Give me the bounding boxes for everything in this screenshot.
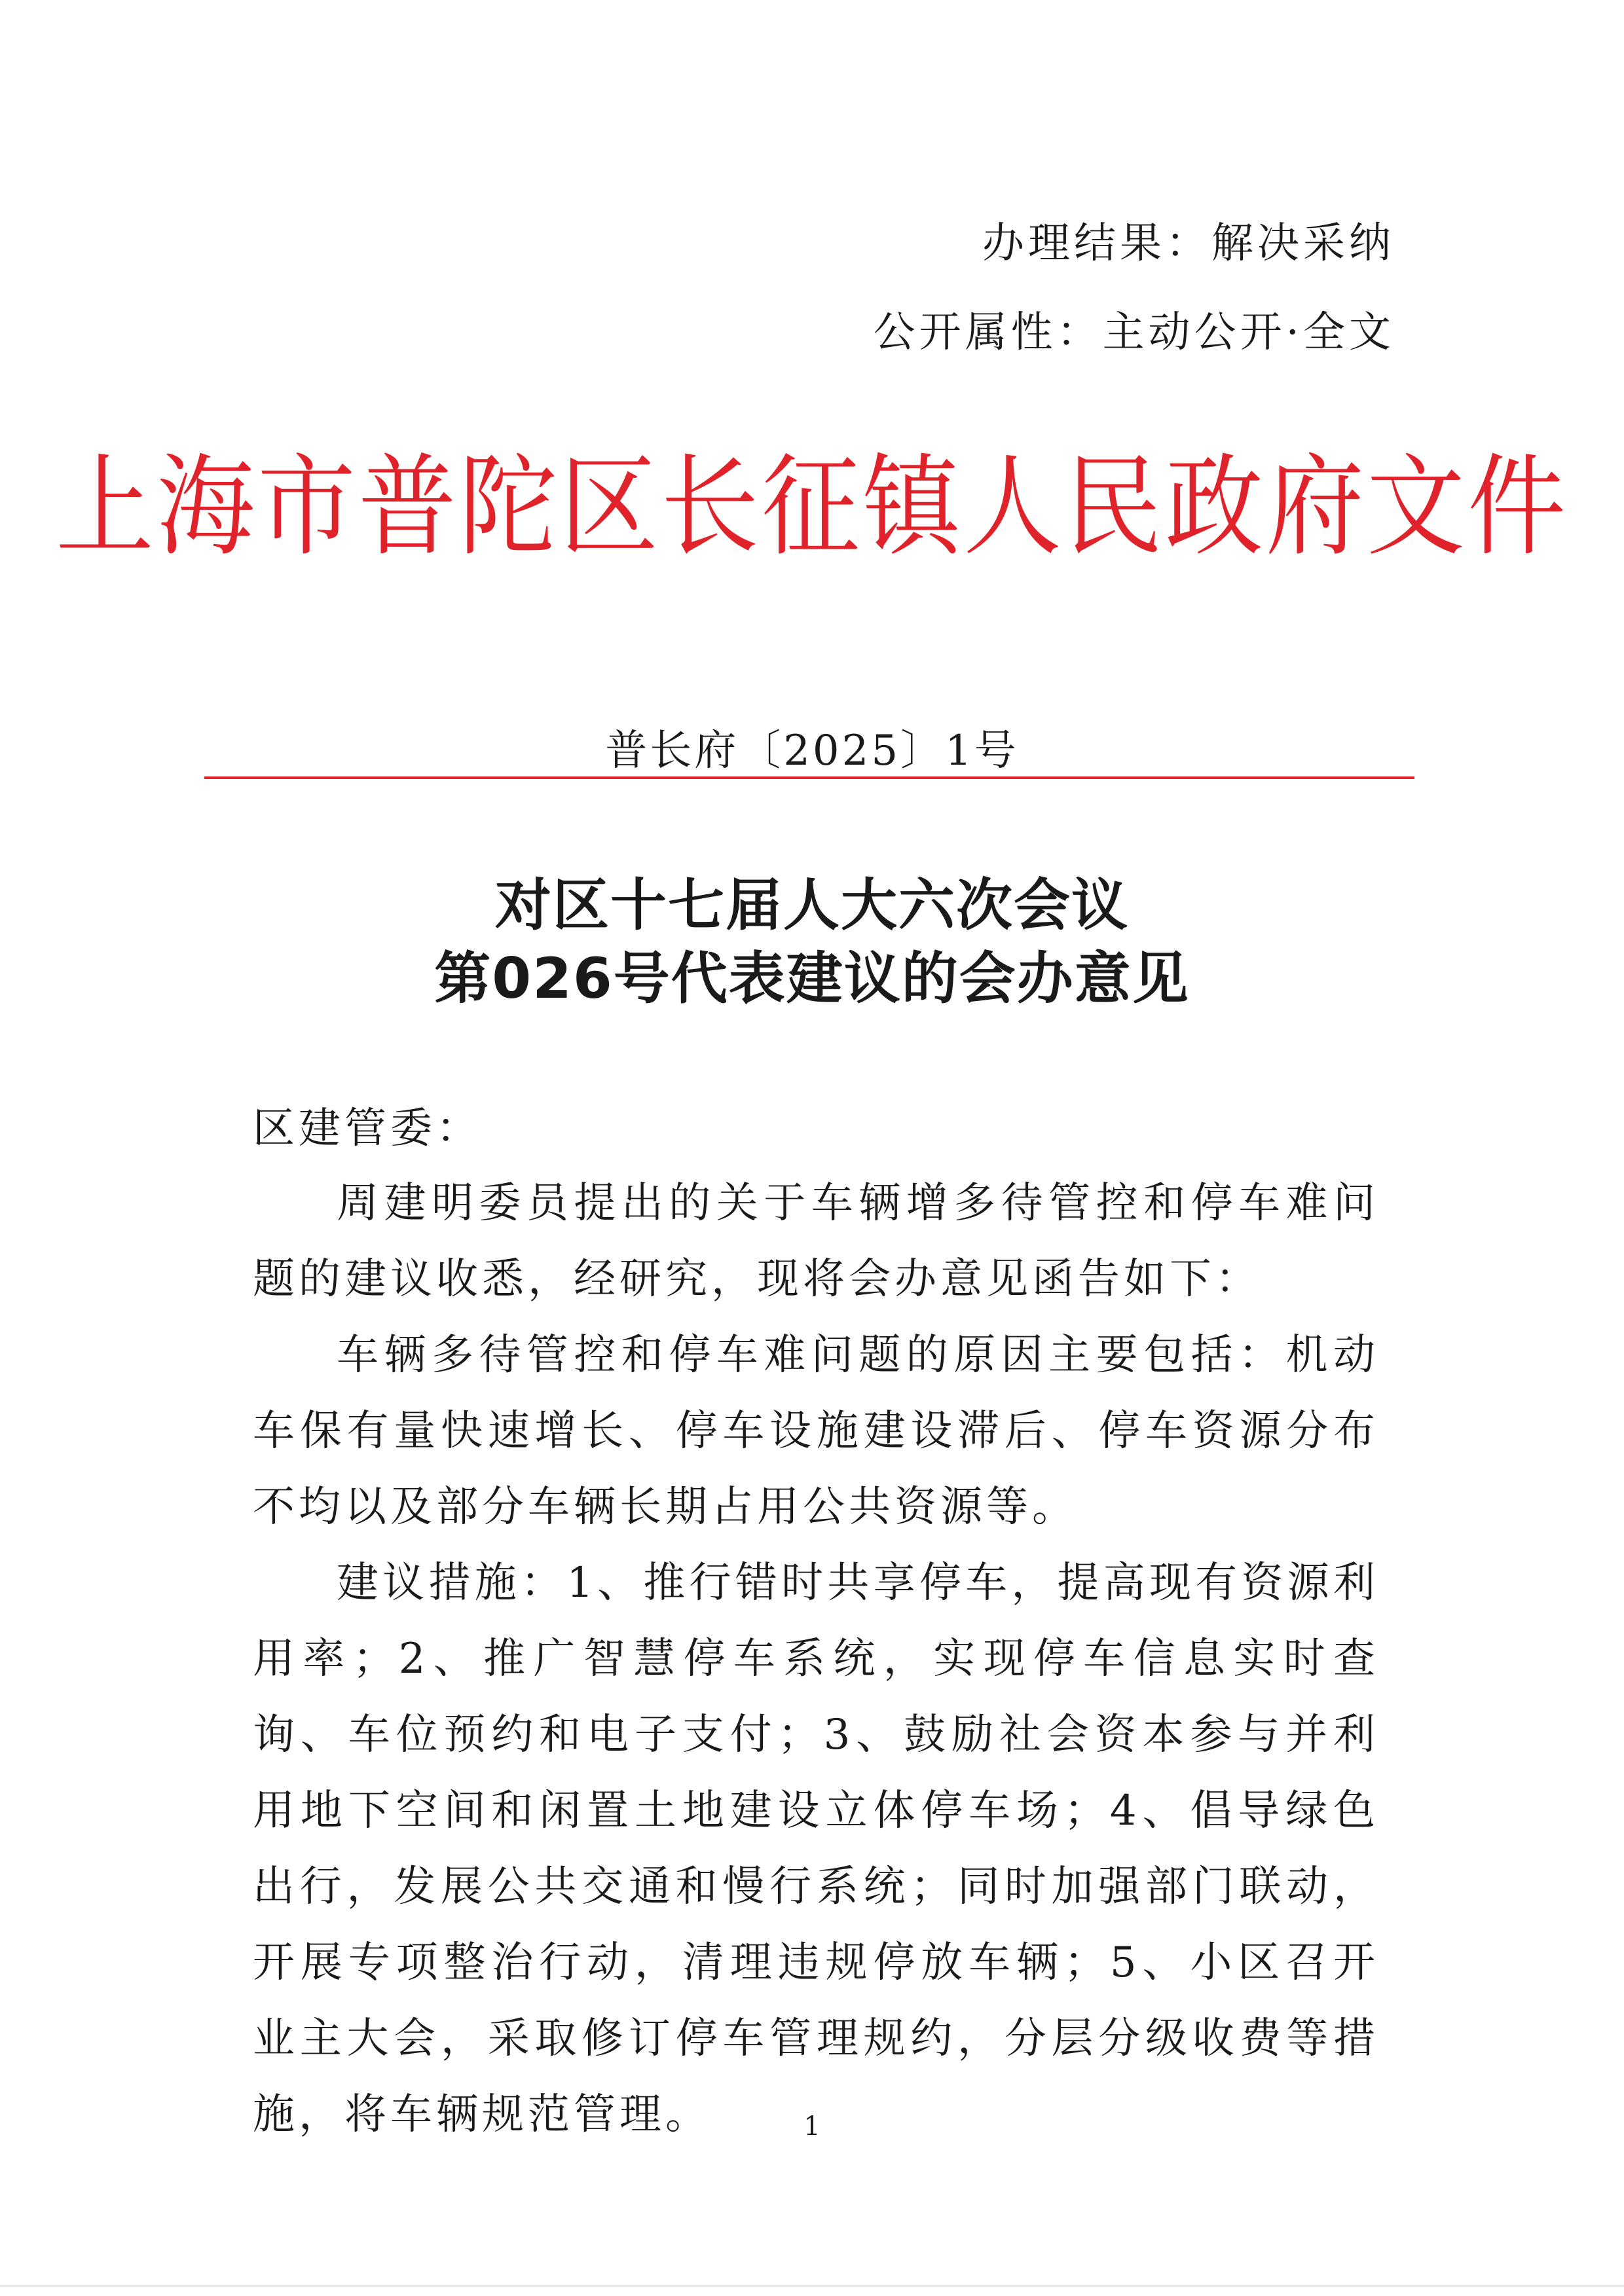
issuer-red-header: 上海市普陀区长征镇人民政府文件 <box>55 443 1568 572</box>
body-paragraph: 建议措施：1、推行错时共享停车，提高现有资源利用率；2、推广智慧停车系统，实现停车信息实时查询、车位预约和电子支付；3、鼓励社会资本参与并利用地下空间和闲置土地建设立体停车场；4、倡导绿色出行，发展公共交通和慢行系统；同时加强部门联动，开展专项整治行动，清理违规停放车辆；5、小区召开业主大会，采取修订停车管理规约，分层分级收费等措施，将车辆规范管理。 <box>253 1559 1379 2139</box>
body-paragraph: 车辆多待管控和停车难问题的原因主要包括：机动车保有量快速增长、停车设施建设滞后、停车资源分布不均以及部分车辆长期占用公共资源等。 <box>253 1331 1379 1531</box>
body-paragraph: 周建明委员提出的关于车辆增多待管控和停车难问题的建议收悉，经研究，现将会办意见函告如下： <box>253 1179 1379 1303</box>
salutation: 区建管委： <box>253 1104 482 1153</box>
handling-result: 办理结果：解决采纳 <box>982 219 1395 268</box>
document-number: 普长府〔2025〕1号 <box>605 727 1019 775</box>
document-title-line-1: 对区十七届人大六次会议 <box>495 873 1129 938</box>
page-number: 1 <box>803 2111 821 2141</box>
disclosure-attribute: 公开属性：主动公开·全文 <box>873 308 1395 357</box>
scan-edge-line <box>0 2285 1624 2287</box>
document-title-line-2: 第026号代表建议的会办意见 <box>434 946 1190 1011</box>
red-separator-line <box>204 776 1414 779</box>
